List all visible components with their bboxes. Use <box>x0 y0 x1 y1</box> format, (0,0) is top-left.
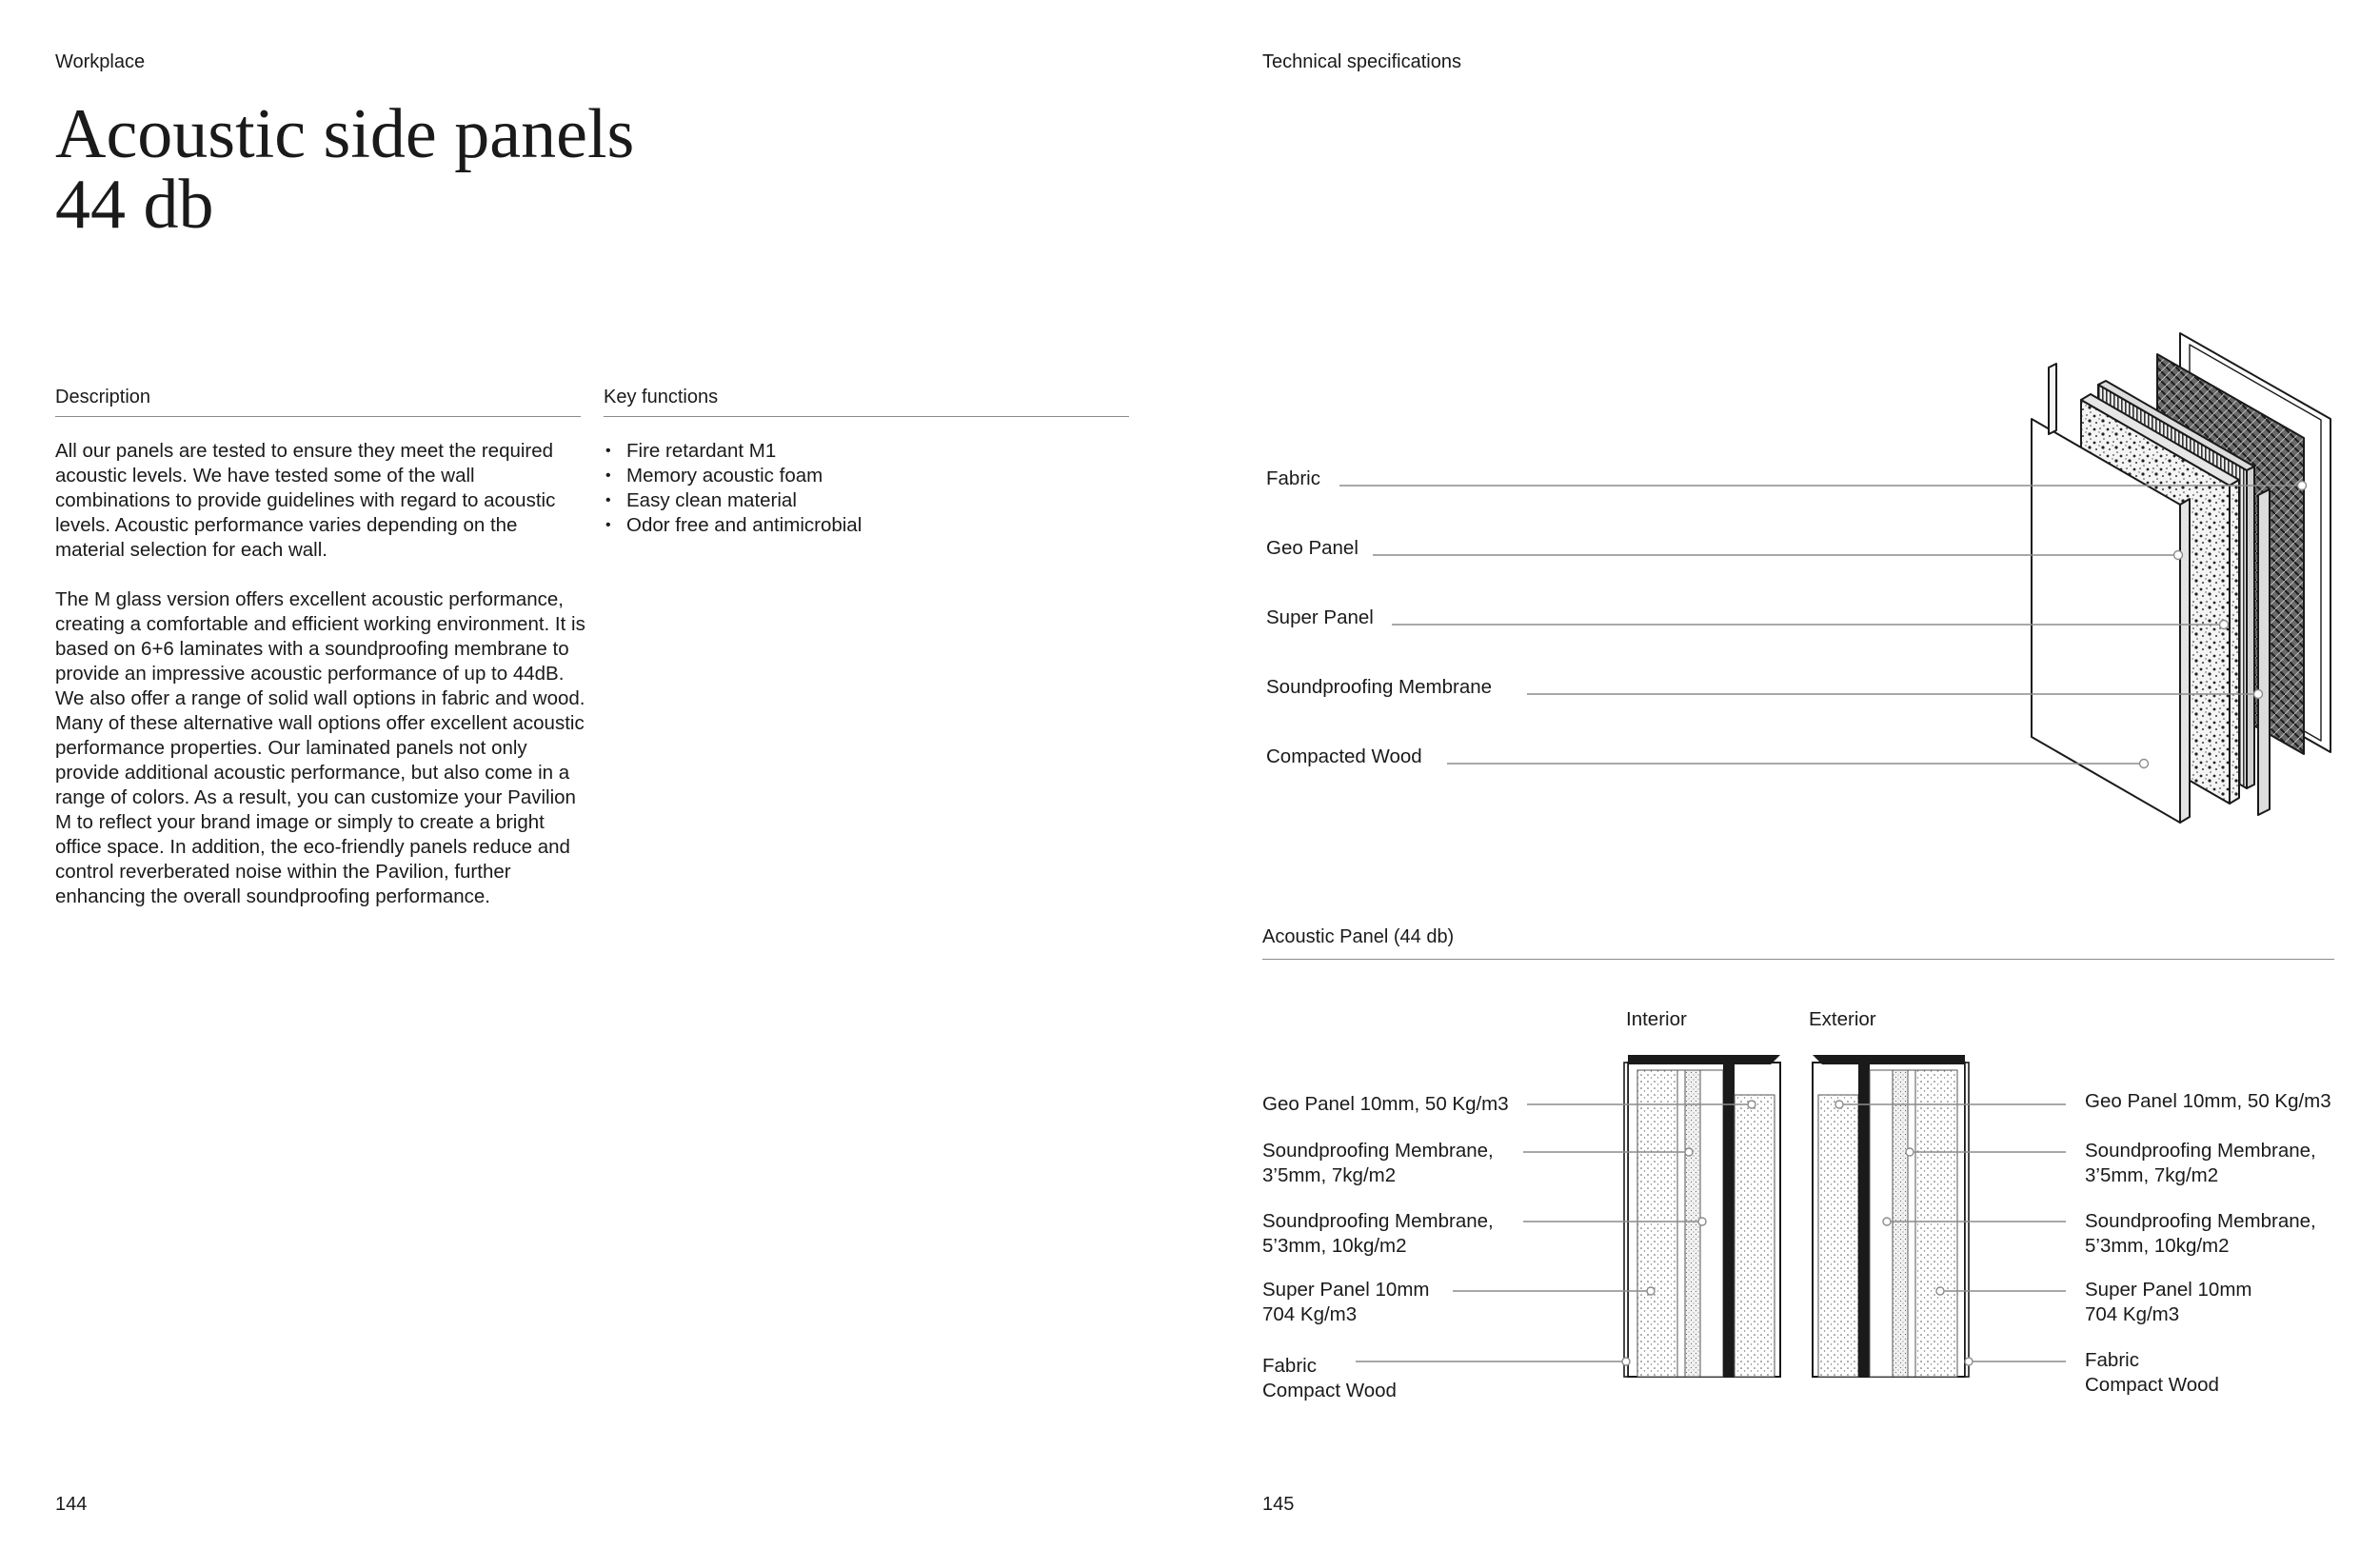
list-item: • Easy clean material <box>604 488 1080 513</box>
exploded-label-membrane: Soundproofing Membrane <box>1266 676 1493 698</box>
list-item: • Memory acoustic foam <box>604 464 1080 488</box>
section-label-right: Geo Panel 10mm, 50 Kg/m3 <box>2085 1090 2331 1112</box>
exploded-label-geo-panel: Geo Panel <box>1266 537 1359 559</box>
list-item: • Odor free and antimicrobial <box>604 513 1080 538</box>
leader-dot <box>1698 1218 1706 1225</box>
list-item: • Fire retardant M1 <box>604 439 1080 464</box>
description-paragraph: All our panels are tested to ensure they meet the required acoustic levels. We have tested some of the wall combinations to provide guidelines with regard to acoustic levels. Acoustic performance varies depending on the material selection for each wall. <box>55 440 556 561</box>
section-label-left: Soundproofing Membrane, 5’3mm, 10kg/m2 <box>1262 1210 1494 1257</box>
page-number: 144 <box>55 1494 88 1515</box>
page-number: 145 <box>1262 1494 1295 1515</box>
leader-dot <box>1685 1148 1693 1156</box>
leader-dot <box>1748 1101 1755 1108</box>
interior-label: Interior <box>1626 1008 1687 1030</box>
leader-dot <box>1936 1287 1944 1295</box>
title-line-2: 44 db <box>55 166 214 244</box>
leader-dot <box>1622 1358 1630 1365</box>
section-label-right: Soundproofing Membrane, 5’3mm, 10kg/m2 <box>2085 1210 2316 1257</box>
section-label: Technical specifications <box>1262 51 1461 72</box>
key-functions-heading: Key functions <box>604 387 719 407</box>
interior-section <box>1624 1055 1780 1377</box>
section-label: Workplace <box>55 51 146 72</box>
section-label-right: Super Panel 10mm 704 Kg/m3 <box>2085 1279 2252 1325</box>
section-label-left: Soundproofing Membrane, 3’5mm, 7kg/m2 <box>1262 1140 1494 1186</box>
section-label-left: Geo Panel 10mm, 50 Kg/m3 <box>1262 1093 1509 1115</box>
section-label-left: Fabric Compact Wood <box>1262 1355 1397 1401</box>
section-label-left: Super Panel 10mm 704 Kg/m3 <box>1262 1279 1430 1325</box>
exploded-label-fabric: Fabric <box>1266 467 1320 489</box>
leader-dot <box>1647 1287 1655 1295</box>
leader-dot <box>1883 1218 1891 1225</box>
section-heading: Acoustic Panel (44 db) <box>1262 926 1455 947</box>
leader-dot <box>1965 1358 1973 1365</box>
exploded-label-super-panel: Super Panel <box>1266 606 1374 628</box>
exploded-label-compacted-wood: Compacted Wood <box>1266 745 1422 767</box>
leader-dot <box>1906 1148 1914 1156</box>
section-label-right: Soundproofing Membrane, 3’5mm, 7kg/m2 <box>2085 1140 2316 1186</box>
description-paragraph: The M glass version offers excellent acoustic performance, creating a comfortable and efficient working environment. It is based on 6+6 laminates with a soundproofing membrane to provide an impressive acoustic performance of up to 44dB. We also offer a range of solid wall options in fabric and wood. Many of these alternative wall options offer excellent acoustic performance properties. Our laminated panels not only provide additional acoustic performance, but also come in a range of colors. As a result, you can customize your Pavilion M to reflect your brand image or simply to create a bright office space. In addition, the eco-friendly panels reduce and control reverberated noise within the Pavilion, further enhancing the overall soundproofing performance. <box>55 588 585 907</box>
description-heading: Description <box>55 387 151 407</box>
leader-dot <box>1835 1101 1843 1108</box>
section-label-right: Fabric Compact Wood <box>2085 1349 2219 1396</box>
exterior-label: Exterior <box>1809 1008 1876 1030</box>
title-line-1: Acoustic side panels <box>55 95 635 173</box>
